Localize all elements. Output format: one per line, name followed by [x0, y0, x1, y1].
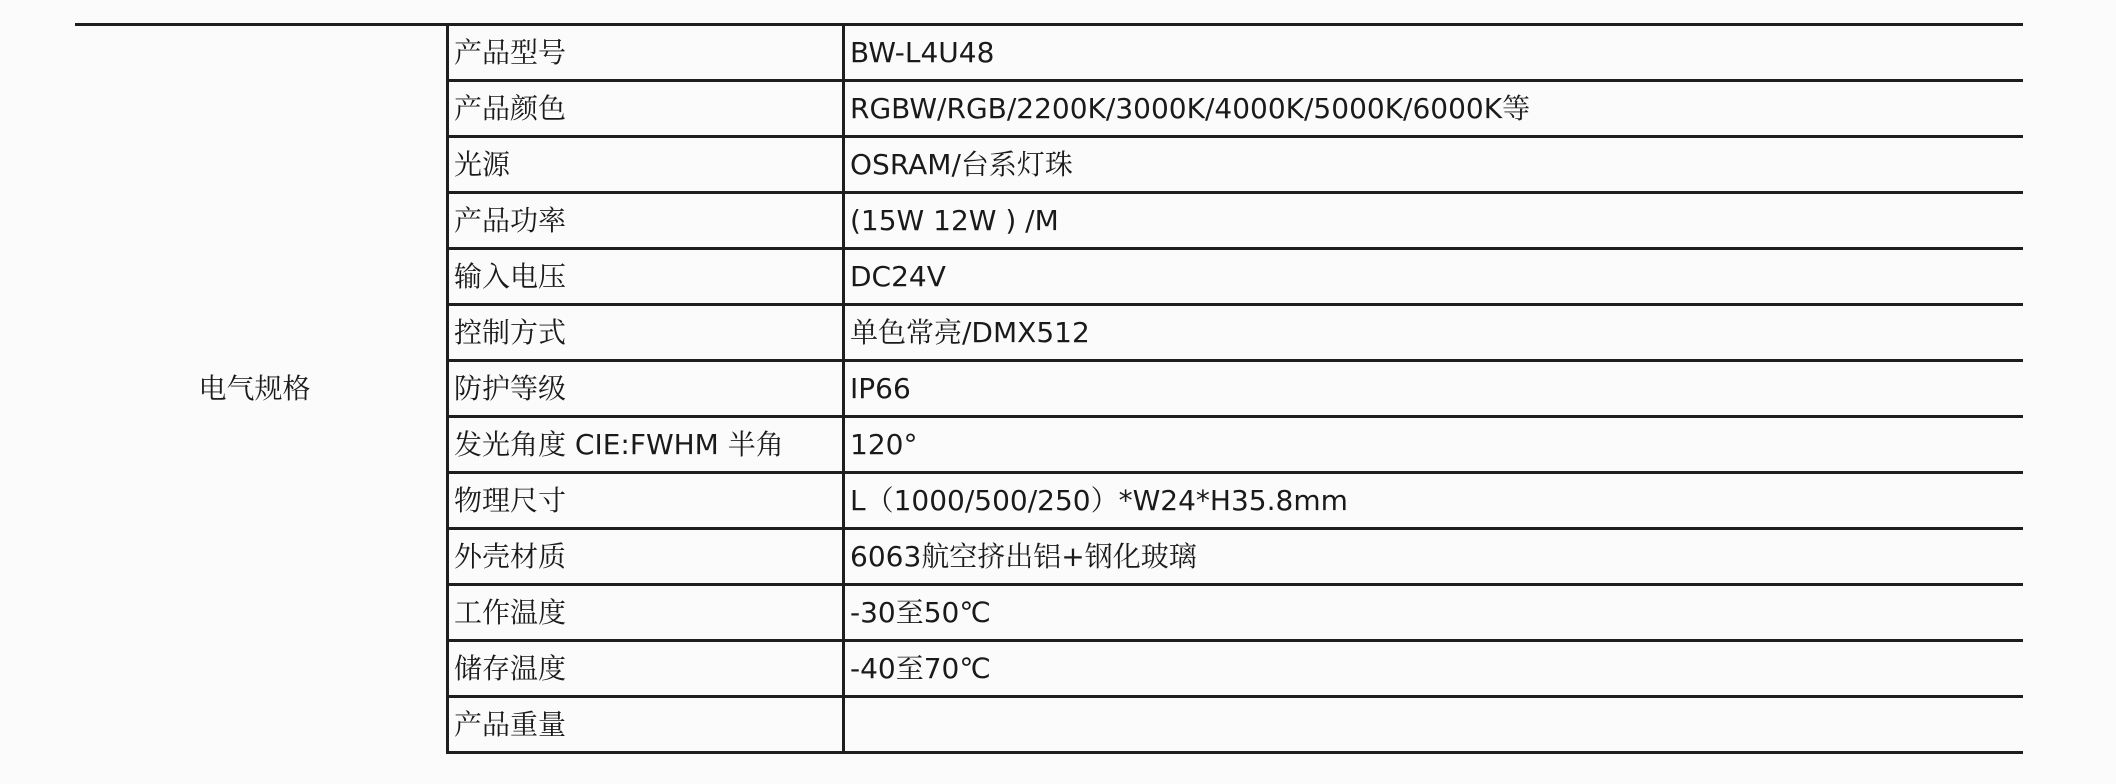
spec-label: 控制方式: [448, 305, 844, 361]
spec-label: 物理尺寸: [448, 473, 844, 529]
category-cell: 电气规格: [75, 25, 448, 753]
spec-value: OSRAM/台系灯珠: [844, 137, 2024, 193]
spec-table: [75, 23, 2023, 754]
spec-label: 产品功率: [448, 193, 844, 249]
spec-value: -30至50℃: [844, 585, 2024, 641]
spec-label: 光源: [448, 137, 844, 193]
spec-value: 6063航空挤出铝+钢化玻璃: [844, 529, 2024, 585]
spec-value: 单色常亮/DMX512: [844, 305, 2024, 361]
spec-label: 产品颜色: [448, 81, 844, 137]
spec-label: 防护等级: [448, 361, 844, 417]
spec-label: 输入电压: [448, 249, 844, 305]
spec-value: IP66: [844, 361, 2024, 417]
spec-label: 产品重量: [448, 697, 844, 753]
spec-value: -40至70℃: [844, 641, 2024, 697]
spec-label: 储存温度: [448, 641, 844, 697]
spec-value: BW-L4U48: [844, 25, 2024, 81]
spec-value: RGBW/RGB/2200K/3000K/4000K/5000K/6000K等: [844, 81, 2024, 137]
spec-value: DC24V: [844, 249, 2024, 305]
spec-value: (15W 12W ) /M: [844, 193, 2024, 249]
spec-value: [844, 697, 2024, 753]
table-row: [75, 25, 2023, 81]
spec-label: 产品型号: [448, 25, 844, 81]
spec-value: 120°: [844, 417, 2024, 473]
spec-label: 外壳材质: [448, 529, 844, 585]
spec-label: 工作温度: [448, 585, 844, 641]
spec-label: 发光角度 CIE:FWHM 半角: [448, 417, 844, 473]
spec-value: L（1000/500/250）*W24*H35.8mm: [844, 473, 2024, 529]
